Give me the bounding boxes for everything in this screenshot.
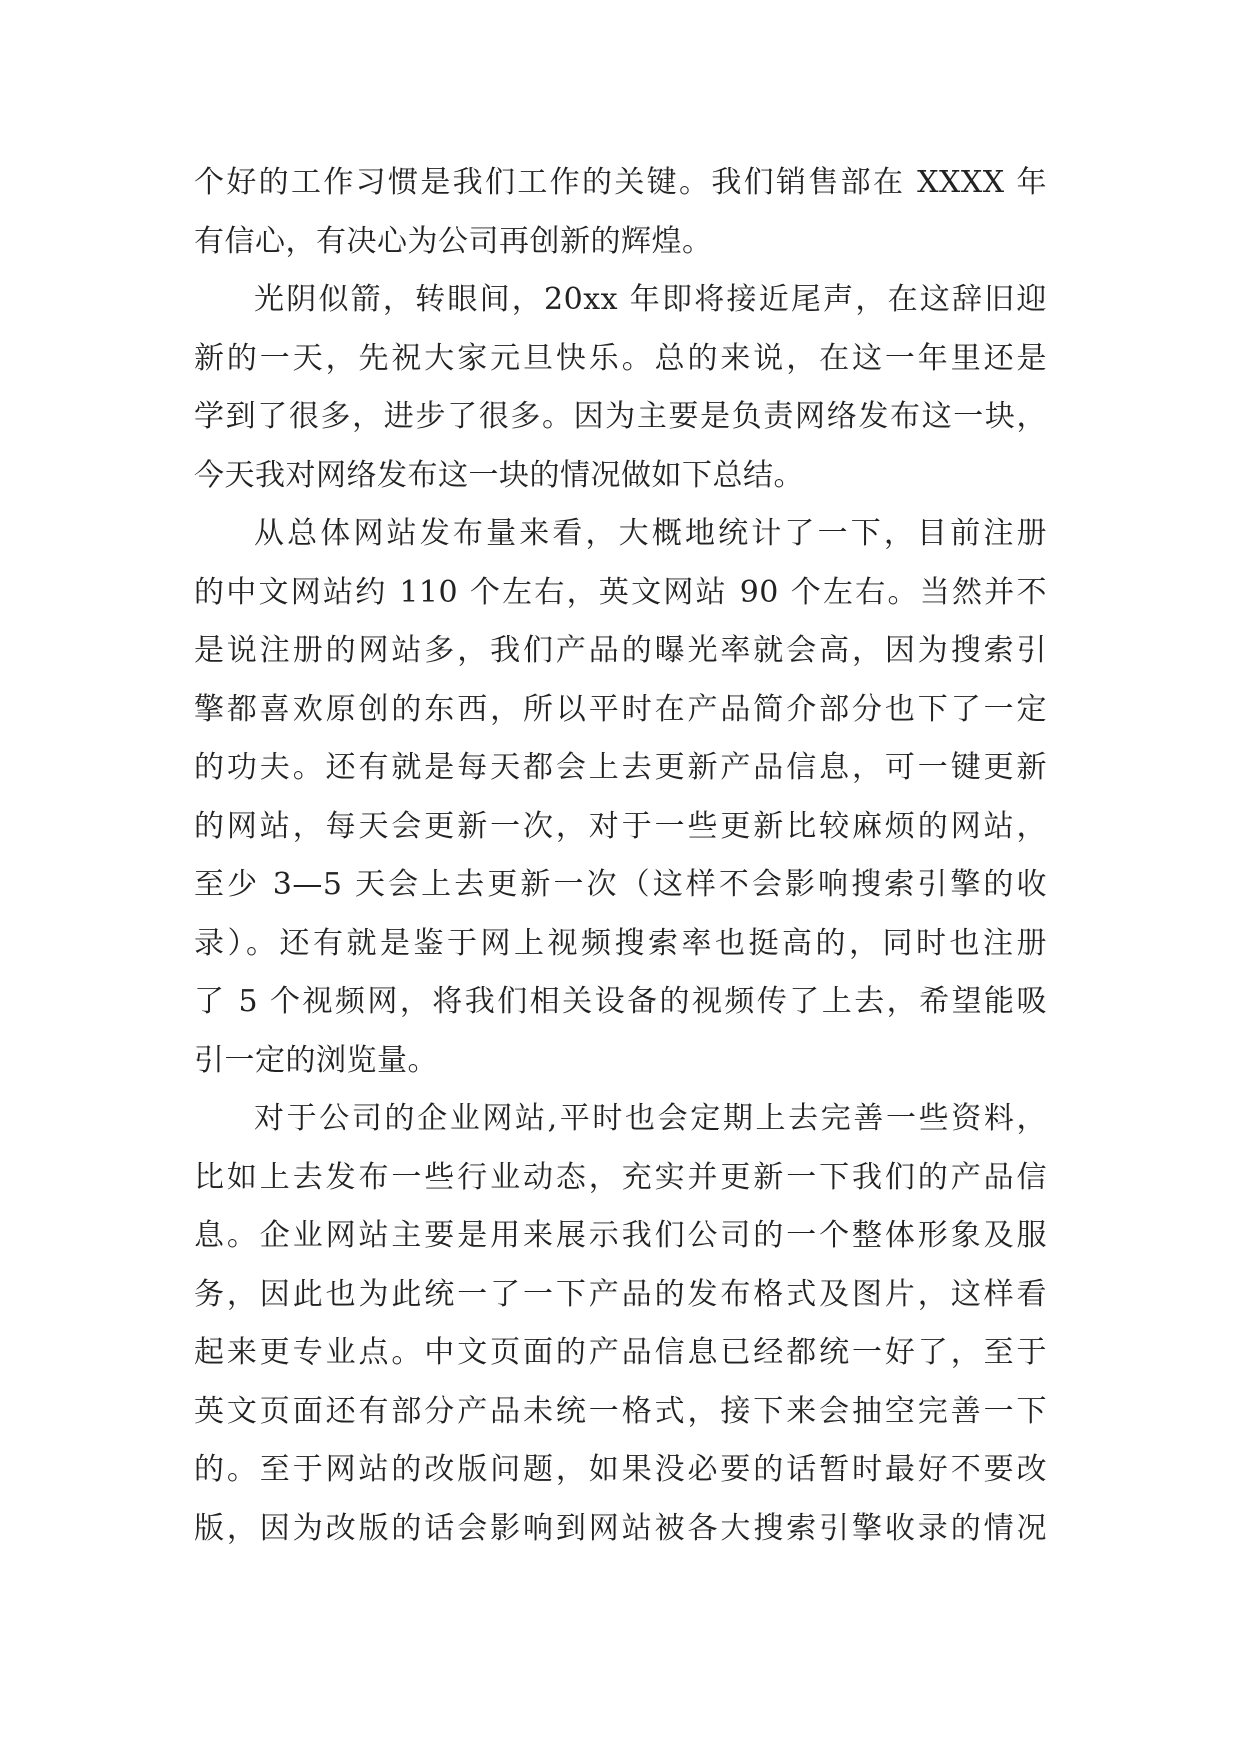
text-line: 了 5 个视频网，将我们相关设备的视频传了上去，希望能吸: [194, 984, 1047, 1019]
text-line: 是说注册的网站多，我们产品的曝光率就会高，因为搜索引: [194, 633, 1047, 668]
text-line: 学到了很多，进步了很多。因为主要是负责网络发布这一块，: [194, 399, 1047, 434]
text-line: 的中文网站约 110 个左右，英文网站 90 个左右。当然并不: [194, 574, 1047, 610]
text-line: 录）。还有就是鉴于网上视频搜索率也挺高的，同时也注册: [194, 925, 1047, 961]
text-line: 光阴似箭，转眼间，20xx 年即将接近尾声，在这辞旧迎: [254, 282, 1047, 317]
text-line: 务，因此也为此统一了一下产品的发布格式及图片，这样看: [194, 1276, 1047, 1312]
text-line: 有信心，有决心为公司再创新的辉煌。: [194, 223, 713, 259]
text-line: 个好的工作习惯是我们工作的关键。我们销售部在 XXXX 年: [194, 165, 1047, 200]
text-line: 对于公司的企业网站,平时也会定期上去完善一些资料，: [254, 1101, 1047, 1136]
text-line: 新的一天，先祝大家元旦快乐。总的来说，在这一年里还是: [194, 340, 1047, 376]
text-line: 从总体网站发布量来看，大概地统计了一下，目前注册: [254, 516, 1047, 551]
text-line: 擎都喜欢原创的东西，所以平时在产品简介部分也下了一定: [194, 691, 1047, 727]
text-line: 的功夫。还有就是每天都会上去更新产品信息，可一键更新: [194, 750, 1047, 785]
text-line: 引一定的浏览量。: [194, 1042, 438, 1078]
text-line: 版，因为改版的话会影响到网站被各大搜索引擎收录的情况: [194, 1510, 1047, 1546]
text-line: 起来更专业点。中文页面的产品信息已经都统一好了，至于: [194, 1335, 1047, 1370]
text-line: 的。至于网站的改版问题，如果没必要的话暂时最好不要改: [194, 1452, 1047, 1487]
text-line: 的网站，每天会更新一次，对于一些更新比较麻烦的网站，: [194, 808, 1047, 844]
text-line: 英文页面还有部分产品未统一格式，接下来会抽空完善一下: [194, 1393, 1047, 1429]
text-line: 比如上去发布一些行业动态，充实并更新一下我们的产品信: [194, 1159, 1047, 1195]
document-body: [194, 154, 1047, 1558]
text-line: 今天我对网络发布这一块的情况做如下总结。: [194, 457, 804, 493]
text-line: 至少 3—5 天会上去更新一次（这样不会影响搜索引擎的收: [194, 867, 1047, 902]
text-line: 息。企业网站主要是用来展示我们公司的一个整体形象及服: [194, 1218, 1047, 1253]
